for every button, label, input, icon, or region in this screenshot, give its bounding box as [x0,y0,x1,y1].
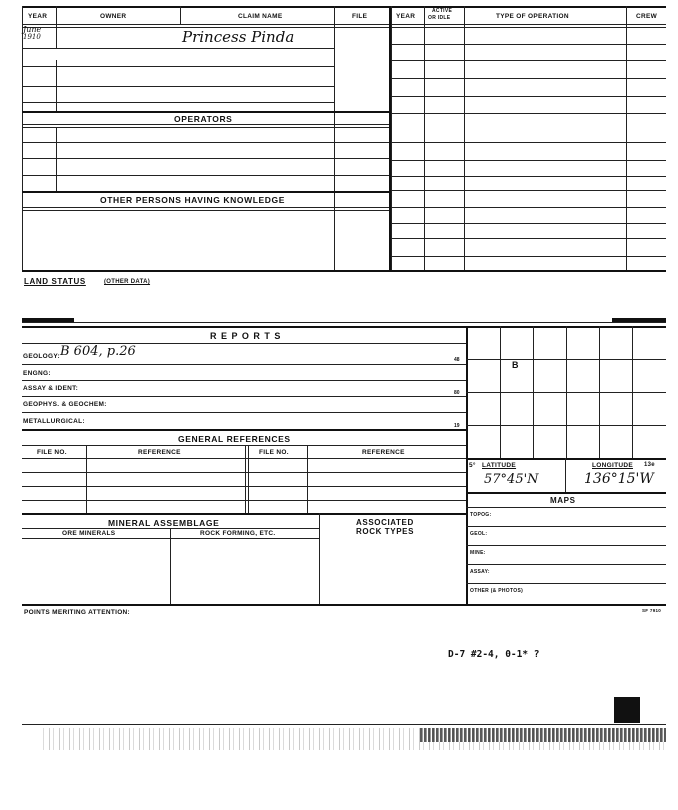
ref-header-file-no-2: FILE NO. [259,449,289,456]
ref-header-file-no-1: FILE NO. [37,449,67,456]
mineral-title: MINERAL ASSEMBLAGE [108,518,220,528]
latitude-label: LATITUDE [482,462,517,469]
entry-year: 1910 [23,33,41,41]
header-or-idle: OR IDLE [428,15,451,21]
other-persons-label: OTHER PERSONS HAVING KNOWLEDGE [100,195,286,205]
header-year-2: YEAR [396,13,416,20]
geology-label: GEOLOGY: [23,353,60,360]
header-file: FILE [352,13,368,20]
assay-label: ASSAY & IDENT: [23,385,79,392]
metallurgical-num: 19 [454,423,460,429]
grid-prefix: 5° [469,462,476,469]
longitude-suffix: 13e [644,462,655,468]
engng-label: ENGNG: [23,370,51,377]
rock-forming-label: ROCK FORMING, ETC. [200,530,276,537]
general-references-title: GENERAL REFERENCES [178,434,291,444]
land-status-label: LAND STATUS [24,277,86,286]
header-owner: OWNER [100,13,127,20]
maps-assay: ASSAY: [470,569,490,575]
header-type-of-operation: TYPE OF OPERATION [496,13,569,20]
header-claim-name: CLAIM NAME [238,13,283,20]
metallurgical-label: METALLURGICAL: [23,418,85,425]
assay-num: 80 [454,390,460,396]
latitude-value: 57°45'N [484,472,539,487]
maps-topog: TOPOG: [470,512,492,518]
longitude-label: LONGITUDE [592,462,633,469]
reports-title: R E P O R T S [210,331,282,341]
rock-types-label: ROCK TYPES [356,527,415,536]
maps-label: MAPS [550,496,576,505]
ref-header-reference-2: REFERENCE [362,449,405,456]
geology-num: 48 [454,357,460,363]
header-year: YEAR [28,13,48,20]
geology-value: B 604, p.26 [60,344,136,359]
ore-minerals-label: ORE MINERALS [62,530,116,537]
entry-month: June [23,25,42,34]
header-active: ACTIVE [432,8,453,14]
land-status-sub: (OTHER DATA) [104,279,151,285]
maps-other: OTHER (& PHOTOS) [470,588,524,594]
maps-geol: GEOL: [470,531,488,537]
entry-claim-name: Princess Pinda [182,28,295,46]
longitude-value: 136°15'W [584,471,654,487]
header-crew: CREW [636,13,658,20]
associated-label: ASSOCIATED [356,518,414,527]
operators-label: OPERATORS [174,114,233,124]
grid-b-mark: B [512,360,520,370]
typed-note: D-7 #2-4, 0-1* ? [448,649,540,660]
maps-mine: MINE: [470,550,486,556]
geophys-label: GEOPHYS. & GEOCHEM: [23,401,107,408]
points-label: POINTS MERITING ATTENTION: [24,609,131,616]
ref-header-reference-1: REFERENCE [138,449,181,456]
form-number: SF 7910 [642,608,662,613]
